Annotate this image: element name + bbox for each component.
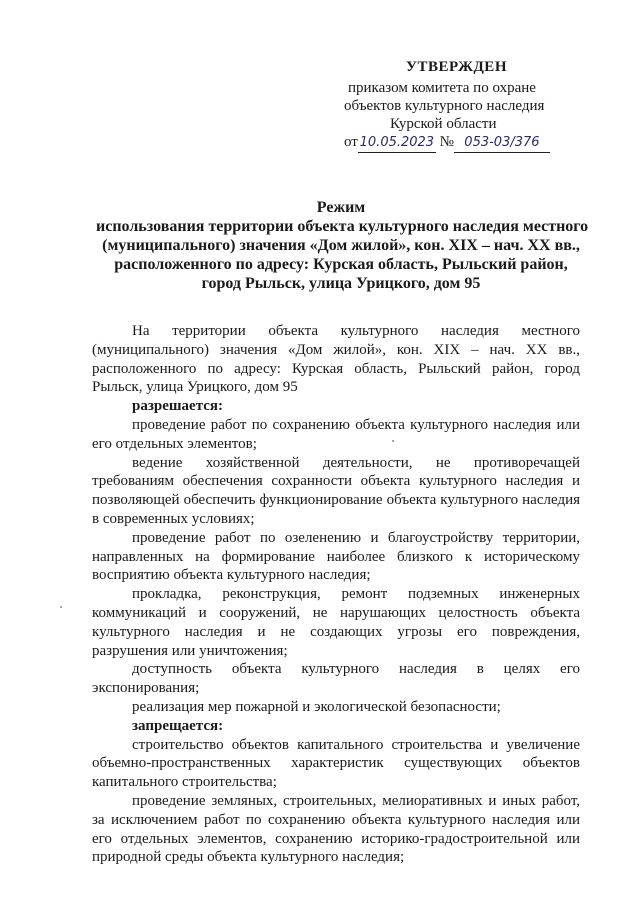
- title-line-4: расположенного по адресу: Курская область, Рыльский район,: [114, 256, 568, 273]
- title-line-5: город Рыльск, улица Урицкого, дом 95: [201, 275, 481, 292]
- title-line-1: Режим: [316, 199, 366, 216]
- intro-paragraph: На территории объекта культурного наследия местного (муниципального) значения «Дом жилой», кон. XIX – нач. XX вв., расположенного по адресу: Курская область, Рыльский район, город Рыльск, улица Урицкого, дом 95: [92, 323, 580, 396]
- approval-line-3: Курской области: [390, 116, 497, 132]
- prohibited-header: запрещается:: [132, 717, 224, 734]
- approval-date-number-line: [344, 133, 550, 153]
- title-line-2: использования территории объекта культурного наследия местного: [96, 218, 589, 235]
- document-title: [96, 198, 589, 293]
- list-item: проведение работ по озеленению и благоустройству территории, направленных на формирование наиболее близкого к историческому восприятию объекта культурного наследия;: [92, 529, 580, 584]
- list-item: проведение работ по сохранению объекта культурного наследия или его отдельных элементов;: [92, 416, 580, 452]
- approval-line-1: приказом комитета по охране: [348, 80, 536, 96]
- scan-speck: [60, 606, 62, 608]
- list-item: реализация мер пожарной и экологической безопасности;: [132, 698, 501, 715]
- title-line-3: (муниципального) значения «Дом жилой», кон. XIX – нач. XX вв.,: [102, 237, 580, 254]
- approval-title: УТВЕРЖДЕН: [406, 59, 507, 75]
- allowed-header: разрешается:: [132, 398, 224, 415]
- approval-line-2: объектов культурного наследия: [344, 98, 545, 114]
- list-item: ведение хозяйственной деятельности, не противоречащей требованиям обеспечения сохранности объекта культурного наследия и позволяющей обеспечить функционирование объекта культурного наследия в современных условиях;: [92, 454, 580, 527]
- list-item: проведение земляных, строительных, мелиоративных и иных работ, за исключением работ по сохранению объекта культурного наследия или его отдельных элементов, сохранению историко-градостроительной или природной среды объекта культурного наследия;: [92, 792, 580, 866]
- handwritten-date: 10.05.2023: [359, 135, 435, 150]
- document-body: [92, 322, 580, 867]
- list-item: прокладка, реконструкция, ремонт подземных инженерных коммуникаций и сооружений, не нарушающих целостность объекта культурного наследия и не создающих угрозы его повреждения, разрушения или уничтожения;: [92, 586, 580, 659]
- number-label: №: [439, 134, 454, 150]
- from-label: от: [344, 134, 358, 150]
- list-item: доступность объекта культурного наследия в целях его экспонирования;: [92, 661, 580, 697]
- list-item: строительство объектов капитального строительства и увеличение объемно-пространственных характеристик существующих объектов капитального строительства;: [92, 736, 580, 791]
- handwritten-number: 053-03/376: [464, 135, 540, 150]
- scan-speck: [392, 440, 394, 442]
